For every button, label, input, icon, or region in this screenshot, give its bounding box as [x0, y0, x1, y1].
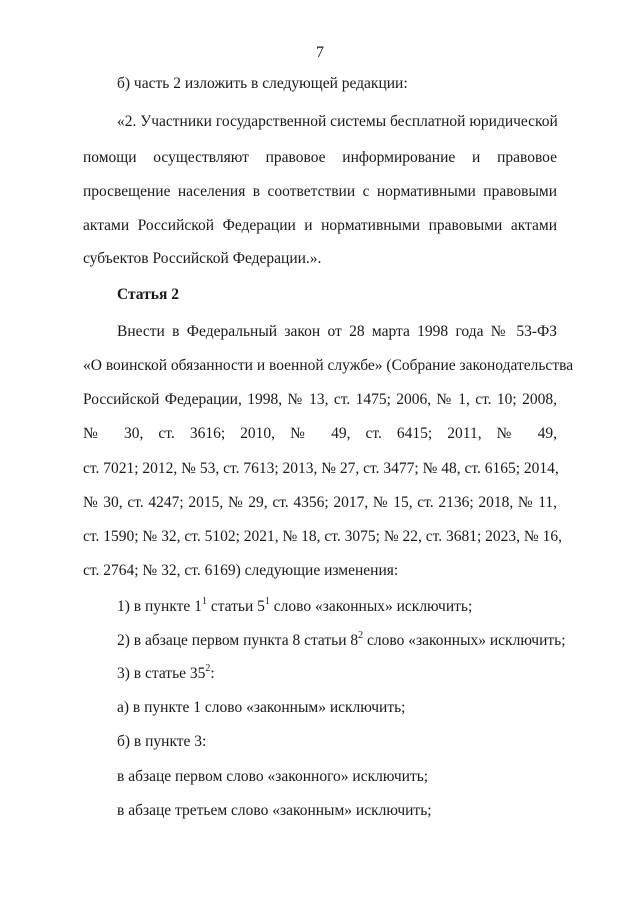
- paragraph-line: ст. 7021; 2012, № 53, ст. 7613; 2013, № 27, ст. 3477; № 48, ст. 6165; 2014,: [83, 460, 559, 477]
- paragraph-line: Российской Федерации, 1998, № 13, ст. 1475; 2006, № 1, ст. 10; 2008,: [83, 391, 557, 408]
- page-number: 7: [316, 44, 324, 61]
- paragraph-line: ст. 2764; № 32, ст. 6169) следующие изменения:: [83, 562, 399, 579]
- list-item: в абзаце первом слово «законного» исключить;: [117, 768, 429, 785]
- list-item: б) в пункте 3:: [117, 733, 207, 750]
- list-item: а) в пункте 1 слово «законным» исключить;: [117, 699, 406, 716]
- list-item: в абзаце третьем слово «законным» исключить;: [117, 802, 432, 819]
- paragraph-line: Внести в Федеральный закон от 28 марта 1998 года № 53-ФЗ: [117, 323, 557, 340]
- list-item: 1) в пункте $1^1$ статьи $5^1$ слово «законных» исключить;: [117, 596, 473, 615]
- paragraph-line: № 30, ст. 4247; 2015, № 29, ст. 4356; 2017, № 15, ст. 2136; 2018, № 11,: [83, 494, 557, 511]
- paragraph-line: № 30, ст. 3616; 2010, № 49, ст. 6415; 2011, № 49,: [83, 425, 557, 442]
- paragraph-line: ст. 1590; № 32, ст. 5102; 2021, № 18, ст. 3075; № 22, ст. 3681; 2023, № 16,: [83, 528, 562, 545]
- paragraph-line: «2. Участники государственной системы бесплатной юридической: [117, 113, 558, 130]
- paragraph-line: просвещение населения в соответствии с нормативными правовыми: [83, 183, 557, 200]
- paragraph-line: б) часть 2 изложить в следующей редакции:: [117, 75, 408, 92]
- article-heading: Статья 2: [117, 286, 179, 303]
- paragraph-line: актами Российской Федерации и нормативными правовыми актами: [83, 217, 557, 234]
- list-item: 3) в статье $35^2$:: [117, 663, 215, 682]
- paragraph-line: «О воинской обязанности и военной службе» (Собрание законодательства: [83, 357, 574, 374]
- paragraph-line: помощи осуществляют правовое информирование и правовое: [83, 149, 557, 166]
- paragraph-line: субъектов Российской Федерации.».: [83, 250, 322, 267]
- list-item: 2) в абзаце первом пункта 8 статьи $8^2$ слово «законных» исключить;: [117, 630, 566, 649]
